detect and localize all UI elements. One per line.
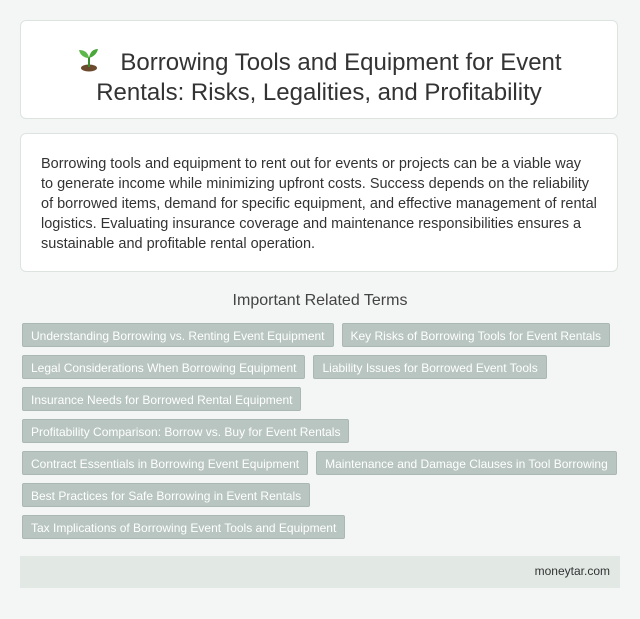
term-row (22, 483, 622, 515)
term-row (22, 355, 622, 387)
term-tag[interactable]: Profitability Comparison: Borrow vs. Buy for Event Rentals (22, 419, 349, 443)
term-row (22, 323, 622, 355)
term-tag[interactable]: Insurance Needs for Borrowed Rental Equipment (22, 387, 301, 411)
term-tag[interactable]: Contract Essentials in Borrowing Event Equipment (22, 451, 308, 475)
term-tag[interactable]: Understanding Borrowing vs. Renting Event Equipment (22, 323, 334, 347)
term-tag[interactable]: Best Practices for Safe Borrowing in Event Rentals (22, 483, 310, 507)
related-terms-list (22, 323, 622, 547)
term-row (22, 387, 622, 419)
term-row (22, 419, 622, 451)
related-terms-heading: Important Related Terms (232, 292, 408, 309)
sprout-icon (76, 46, 102, 72)
term-tag[interactable]: Maintenance and Damage Clauses in Tool Borrowing (316, 451, 617, 475)
term-row (22, 451, 622, 483)
title-line-1: Borrowing Tools and Equipment for Event (120, 49, 562, 76)
footer (20, 556, 620, 588)
term-tag[interactable]: Key Risks of Borrowing Tools for Event Rentals (342, 323, 611, 347)
term-tag[interactable]: Tax Implications of Borrowing Event Tools and Equipment (22, 515, 345, 539)
footer-site-link[interactable]: moneytar.com (534, 564, 610, 578)
term-row (22, 515, 622, 547)
description-text: Borrowing tools and equipment to rent out for events or projects can be a viable way to generate income while minimizing upfront costs. Success depends on the reliability of borrowed items, demand for specific equipment, and effective management of rental logistics. Evaluating insurance coverage and maintenance responsibilities ensures a sustainable and profitable rental operation. (41, 156, 597, 252)
term-tag[interactable]: Legal Considerations When Borrowing Equipment (22, 355, 305, 379)
description-card (20, 133, 618, 272)
page-title (21, 46, 617, 108)
title-card (20, 20, 618, 119)
title-line-2: Rentals: Risks, Legalities, and Profitability (96, 79, 542, 106)
term-tag[interactable]: Liability Issues for Borrowed Event Tools (313, 355, 546, 379)
